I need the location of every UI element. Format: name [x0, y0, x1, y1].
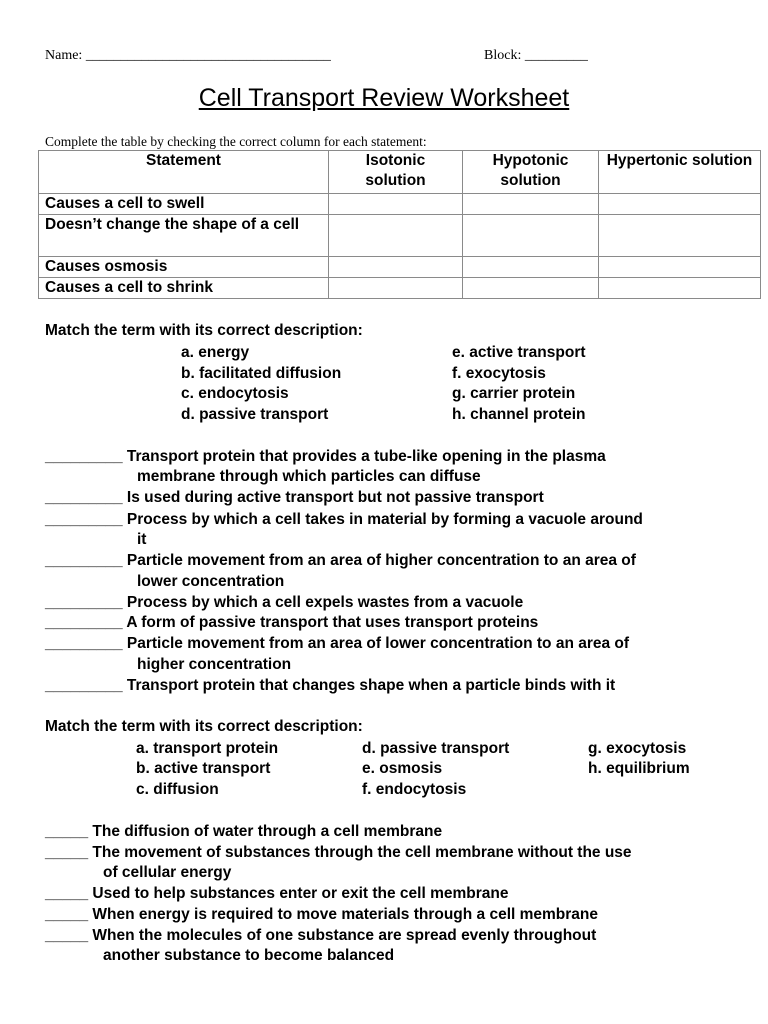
section1-option: g. carrier protein [452, 385, 576, 402]
section1-option: c. endocytosis [181, 385, 289, 402]
hypertonic-check-cell[interactable] [599, 278, 761, 299]
isotonic-check-cell[interactable] [329, 257, 463, 278]
hypertonic-check-cell[interactable] [599, 215, 761, 257]
hypotonic-check-cell[interactable] [463, 194, 599, 215]
section1-question: _________ Particle movement from an area of lower concentration to an area of [45, 635, 630, 652]
section2-question: _____ The diffusion of water through a cell membrane [45, 823, 443, 840]
section1-title: Match the term with its correct description: [45, 322, 363, 339]
hypotonic-check-cell[interactable] [463, 257, 599, 278]
isotonic-check-cell[interactable] [329, 215, 463, 257]
statement-cell: Causes osmosis [39, 257, 329, 278]
section1-question: _________ Transport protein that changes shape when a particle binds with it [45, 677, 616, 694]
header-hypotonic: Hypotonic solution [463, 151, 599, 194]
section1-question-continuation: it [137, 531, 147, 548]
section2-option: d. passive transport [362, 740, 510, 757]
section2-question: _____ When energy is required to move materials through a cell membrane [45, 906, 599, 923]
table-row [39, 194, 761, 215]
section2-option: f. endocytosis [362, 781, 467, 798]
hypertonic-check-cell[interactable] [599, 257, 761, 278]
section2-question-continuation: of cellular energy [103, 864, 232, 881]
section1-question-continuation: lower concentration [137, 573, 285, 590]
table-row [39, 257, 761, 278]
section1-option: e. active transport [452, 344, 586, 361]
header-isotonic: Isotonic solution [329, 151, 463, 194]
worksheet-title-text: Cell Transport Review Worksheet [198, 84, 570, 112]
section2-option: a. transport protein [136, 740, 279, 757]
block-field-label: Block: _________ [484, 48, 588, 63]
section2-question: _____ The movement of substances through the cell membrane without the use [45, 844, 632, 861]
worksheet-title [0, 84, 768, 113]
table-instructions: Complete the table by checking the correct column for each statement: [45, 134, 427, 149]
section1-question: _________ Process by which a cell expels wastes from a vacuole [45, 594, 524, 611]
section1-question: _________ Process by which a cell takes in material by forming a vacuole around [45, 511, 643, 528]
section1-question-continuation: higher concentration [137, 656, 292, 673]
hypertonic-check-cell[interactable] [599, 194, 761, 215]
header-hypertonic: Hypertonic solution [599, 151, 761, 194]
hypotonic-check-cell[interactable] [463, 278, 599, 299]
statement-cell: Doesn’t change the shape of a cell [39, 215, 329, 257]
section2-question: _____ Used to help substances enter or exit the cell membrane [45, 885, 509, 902]
section1-question-continuation: membrane through which particles can diffuse [137, 468, 481, 485]
section2-option: c. diffusion [136, 781, 219, 798]
section1-question: _________ A form of passive transport that uses transport proteins [45, 614, 539, 631]
section1-question: _________ Transport protein that provides a tube-like opening in the plasma [45, 448, 606, 465]
solution-table [38, 150, 761, 299]
header-statement: Statement [39, 151, 329, 194]
section2-option: b. active transport [136, 760, 271, 777]
section1-option: a. energy [181, 344, 250, 361]
section1-option: d. passive transport [181, 406, 329, 423]
table-row [39, 215, 761, 257]
section1-question: _________ Particle movement from an area of higher concentration to an area of [45, 552, 636, 569]
section2-title: Match the term with its correct description: [45, 718, 363, 735]
name-field-label: Name: ___________________________________ [45, 48, 331, 63]
isotonic-check-cell[interactable] [329, 194, 463, 215]
hypotonic-check-cell[interactable] [463, 215, 599, 257]
section1-option: f. exocytosis [452, 365, 546, 382]
statement-cell: Causes a cell to shrink [39, 278, 329, 299]
isotonic-check-cell[interactable] [329, 278, 463, 299]
section1-question: _________ Is used during active transport but not passive transport [45, 489, 544, 506]
section2-option: h. equilibrium [588, 760, 690, 777]
section1-option: h. channel protein [452, 406, 586, 423]
table-row [39, 278, 761, 299]
section1-option: b. facilitated diffusion [181, 365, 342, 382]
section2-question: _____ When the molecules of one substance are spread evenly throughout [45, 927, 597, 944]
statement-cell: Causes a cell to swell [39, 194, 329, 215]
section2-question-continuation: another substance to become balanced [103, 947, 395, 964]
section2-option: g. exocytosis [588, 740, 687, 757]
table-header-row [39, 151, 761, 194]
section2-option: e. osmosis [362, 760, 443, 777]
